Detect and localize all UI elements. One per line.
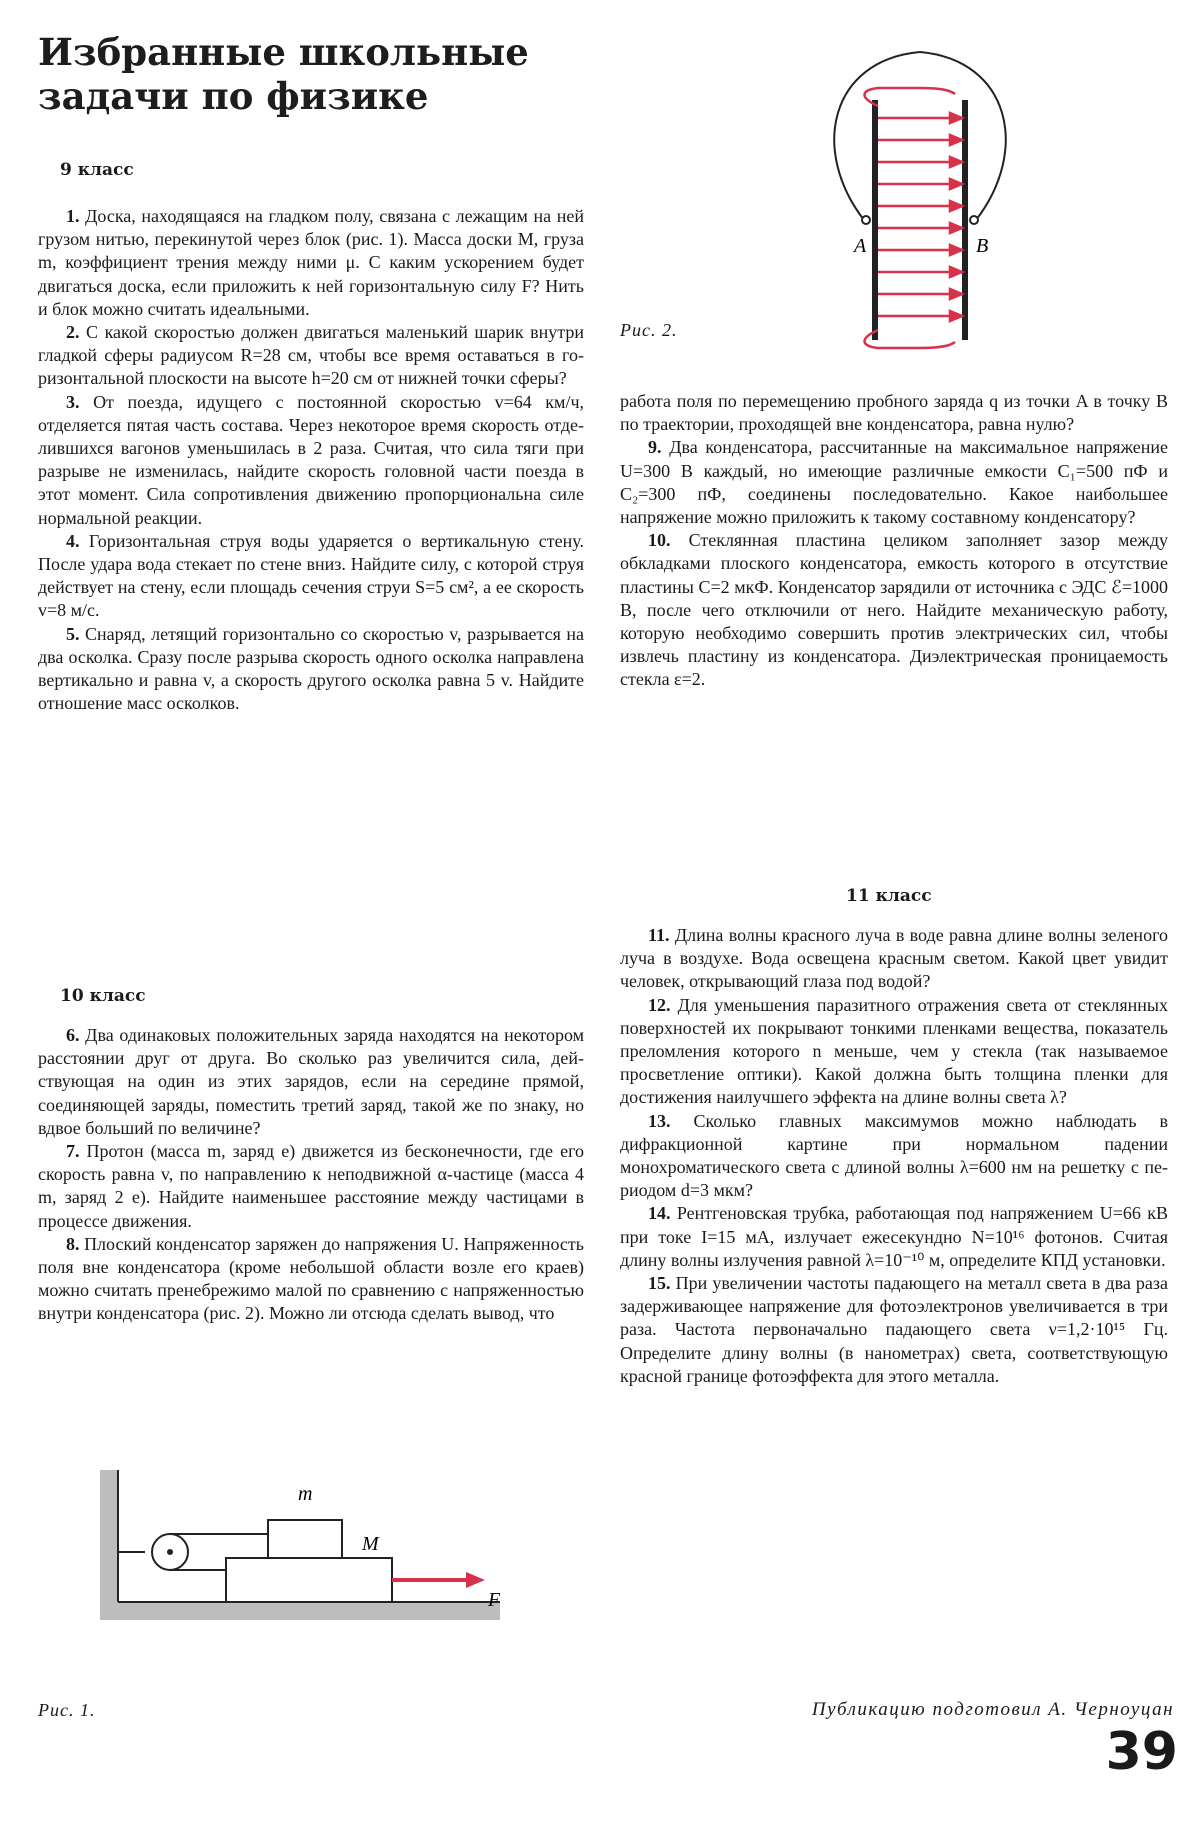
problem-text: От поезда, идущего с постоянной скоростью v=64 км/ч, отделяется пятая часть состава. Через некоторое время скорость отделившихся вагонов уменьшилась в 2 раза. Считая, что сила тяги при разрыве не изменилась, найдите скорость головной части поезда в этот момент. Сила сопротивления движению пропорциональна силе нормальной реакции. [38, 391, 584, 528]
problem-6 [38, 1024, 584, 1140]
problem-number: 4. [66, 530, 80, 551]
problem-15 [620, 1272, 1168, 1388]
problem-3 [38, 391, 584, 530]
problem-12 [620, 994, 1168, 1110]
grade-10-problems [38, 1024, 584, 1326]
problem-text: Доска, находящаяся на гладком полу, связана с лежащим на ней грузом нитью, перекинутой через блок (рис. 1). Масса доски M, груза m, коэффициент трения между ними μ. С каким ускорением будет двигаться доска, если приложить к ней горизонтальную силу F? Нить и блок можно считать идеальными. [38, 206, 585, 319]
label-B: B [976, 235, 989, 257]
grade-10-heading: 10 класс [60, 986, 146, 1006]
problem-text: Длина волны красного луча в воде равна длине волны зеленого луча в воздухе. Вода освещена красным светом. Какой цвет увидит человек, открывающий глаза под водой? [620, 925, 1169, 992]
problem-number: 5. [66, 623, 80, 644]
wall [100, 1470, 118, 1620]
problem-13 [620, 1110, 1168, 1203]
problem-number: 6. [66, 1025, 80, 1045]
grade-9-heading: 9 класс [60, 160, 134, 180]
label-F: F [488, 1589, 500, 1611]
publication-credit: Публикацию подготовил А. Черноуцан [811, 1699, 1174, 1720]
problem-number: 1. [66, 206, 80, 226]
label-m: m [298, 1483, 313, 1505]
problem-number: 9. [648, 437, 662, 458]
figure-2-caption: Рис. 2. [620, 320, 678, 340]
grade-10-problems-continued [620, 390, 1168, 692]
problem-number: 12. [648, 994, 671, 1015]
board [226, 1558, 392, 1602]
problem-text: Рентгеновская трубка, работающая под напряжением U=66 кВ при токе I=15 мА, излучает ежесекундно N=10¹⁶ фотонов. Считая длину волны излучения равной λ=10⁻¹⁰ м, определите КПД установки. [620, 1203, 1168, 1270]
label-M: M [362, 1533, 379, 1555]
problem-8-continued: работа поля по перемещению пробного заряда q из точки A в точку B по траектории, проходящей вне конденсатора, равна нулю? [620, 391, 1168, 435]
problem-14 [620, 1202, 1168, 1272]
problem-9 [620, 436, 1168, 529]
grade-11-problems [620, 924, 1168, 1388]
problem-text: Протон (масса m, заряд e) движется из бесконечности, где его скорость равна v, по направлению к неподвижной α-частице (масса 4 m, заряд 2 e). Найдите наименьшее расстояние между частицами в процессе движения. [38, 1141, 585, 1231]
problem-number: 15. [648, 1273, 671, 1294]
problem-text: Сколько главных максимумов можно наблюдать в дифракционной картине при нормальном падении монохроматического света с длиной волны λ=600 нм на решетку с периодом d=3 мкм? [620, 1110, 1169, 1201]
problem-text: Для уменьшения паразитного отражения света от стеклянных поверхностей их покрывают тонкими пленками вещества, показатель преломления которого n меньше, чем у стекла (так называемое просветление оптики). Какой должна быть толщина пленки для достижения наилучшего эффекта на длине волны света λ? [620, 994, 1168, 1108]
force-arrow-head [466, 1572, 485, 1588]
figure-1-caption: Рис. 1. [38, 1700, 96, 1720]
left-plate [872, 100, 878, 340]
label-A: A [854, 235, 867, 257]
problem-text: Два одинаковых положительных заряда находятся на некотором расстоянии друг от друга. Во сколько раз увеличится сила, действующая на один из этих зарядов, если на середине прямой, соединяющей заряды, поместить третий заряд, такой же по знаку, но вдвое больший по величине? [38, 1025, 585, 1138]
problem-8 [38, 1233, 584, 1326]
problem-number: 3. [66, 391, 80, 412]
floor [100, 1602, 500, 1620]
problem-4 [38, 530, 584, 623]
problem-text: Стеклянная пластина целиком заполняет зазор между обкладками плоского конденсатора, емкость которого в отсутствие пластины C=2 мкФ. Конденсатор зарядили от источника с ЭДС ℰ=1000 В, после чего отключили от него. Найдите механическую работу, которую необходимо совершить против электрических сил, чтобы извлечь пластину из конденсатора. Диэлектрическая проницаемость стекла ε=2. [620, 530, 1168, 690]
problem-text: Снаряд, летящий горизонтально со скоростью v, разрывается на два осколка. Сразу после разрыва скорость одного осколка направлена вертикально и равна v, а скорость другого осколка равна 5 v. Найдите отношение масс осколков. [38, 623, 584, 714]
problem-5 [38, 623, 584, 716]
problem-number: 2. [66, 322, 80, 343]
problem-number: 13. [648, 1110, 671, 1131]
point-a-marker [862, 216, 870, 224]
page-number: 39 [1105, 1722, 1178, 1782]
field-lines [865, 88, 963, 348]
right-plate [962, 100, 968, 340]
problem-number: 10. [648, 530, 671, 551]
problem-text: Плоский конденсатор заряжен до напряжения U. Напряженность поля вне конденсатора (кроме небольшой области возле его краев) можно считать пренебрежимо малой по сравнению с напряженностью внутри конденсатора (рис. 2). Можно ли отсюда сделать вывод, что [38, 1233, 584, 1324]
problem-text: Два конденсатора, рассчитанные на максимальное напряжение U=300 В каждый, но имеющие различные емкости C₁=500 пФ и C₂=300 пФ, соединены последовательно. Какое наибольшее напряжение можно приложить к такому составному конденсатору? [620, 437, 1169, 528]
problem-10 [620, 529, 1168, 691]
problem-2 [38, 321, 584, 391]
problem-11 [620, 924, 1168, 994]
problem-text: При увеличении частоты падающего на металл света в два раза задерживающее напряжение для фотоэлектронов увеличивается в три раза. Частота первоначально падающего света ν=1,2·10¹⁵ Гц. Определите длину волны (в нанометрах) света, соответствующую красной границе фотоэффекта для этого металла. [620, 1273, 1168, 1386]
load [268, 1520, 342, 1558]
path-arc [834, 52, 1006, 220]
problem-number: 14. [648, 1203, 671, 1224]
problem-text: Горизонтальная струя воды ударяется о вертикальную стену. После удара вода стекает по стене вниз. Найдите силу, с которой струя действует на стену, если площадь сечения струи S=5 см², а ее скорость v=8 м/с. [38, 530, 584, 621]
grade-11-heading: 11 класс [846, 886, 932, 906]
problem-number: 8. [66, 1233, 80, 1254]
figure-2 [820, 30, 1020, 350]
grade-9-problems [38, 205, 584, 715]
point-b-marker [970, 216, 978, 224]
page-title [38, 30, 578, 118]
title-line-1: Избранные школьные [38, 30, 529, 74]
pulley-axle [167, 1549, 173, 1555]
problem-1 [38, 205, 584, 321]
problem-number: 7. [66, 1141, 80, 1162]
title-line-2: задачи по физике [38, 74, 429, 118]
problem-text: С какой скоростью должен двигаться маленький шарик внутри гладкой сферы радиусом R=28 см, чтобы все время оставаться в горизонтальной плоскости на высоте h=20 см от нижней точки сферы? [38, 322, 585, 389]
problem-number: 11. [648, 925, 670, 945]
problem-7 [38, 1140, 584, 1233]
figure-1 [100, 1470, 500, 1620]
